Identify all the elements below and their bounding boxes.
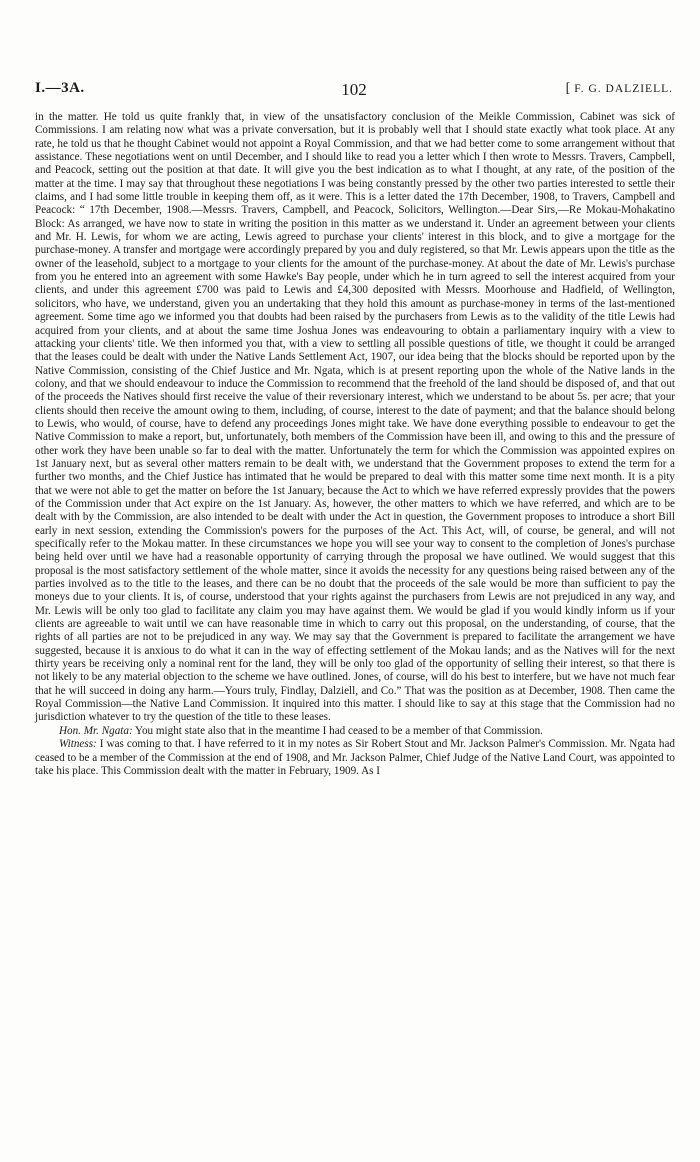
page-header (35, 80, 673, 102)
paragraph-testimony: in the matter. He told us quite frankly that, in view of the unsatisfactory conclusion of the Meikle Commission, Cabinet was sick of Commissions. I am relating now what was a private conversation, but it is probably well that I should state exactly what took place. At any rate, he told us that he thought Cabinet would not appoint a Royal Commission, and that we had better come to some arrangement without that assistance. These negotiations went on until December, and I should like to read you a letter which I then wrote to Messrs. Travers, Campbell, and Peacock, setting out the position at that date. It will give you the best indication as to what I thought, at any rate, of the position of the matter at the time. I may say that throughout these negotiations I was being constantly pressed by the other two parties interested to settle their claims, and I had some little trouble in keeping them off, as it were. This is a letter dated the 17th December, 1908, to Travers, Campbell and Peacock: “ 17th December, 1908.—Messrs. Travers, Campbell, and Peacock, Solicitors, Wellington.—Dear Sirs,—Re Mokau-Mohakatino Block: As arranged, we have now to state in writing the position in this matter as we understand it. Under an agreement between your clients and Mr. H. Lewis, for whom we are acting, Lewis agreed to purchase your clients' interest in this block, and to give a mortgage for the purchase-money. A transfer and mortgage were accordingly prepared by you and duly registered, so that Mr. Lewis appears upon the title as the owner of the leasehold, subject to a mortgage to your clients for the amount of the purchase-money. At about the date of Mr. Lewis's purchase from you he entered into an agreement with some Hawke's Bay people, under which he in turn agreed to sell the interest acquired from your clients, and under this agreement £700 was paid to Lewis and £4,300 deposited with Messrs. Moorhouse and Hadfield, of Wellington, solicitors, who have, we understand, given you an undertaking that they hold this amount as purchase-money in terms of the last-mentioned agreement. Some time ago we informed you that doubts had been raised by the purchasers from Lewis as to the validity of the title Lewis had acquired from your clients, and at about the same time Joshua Jones was endeavouring to obtain a parliamentary inquiry with a view to attacking your clients' title. We then informed you that, with a view to settling all possible questions of title, we thought it could be arranged that the leases could be dealt with under the Native Lands Settlement Act, 1907, our idea being that the blocks should be reported upon by the Native Commission, consisting of the Chief Justice and Mr. Ngata, which is at present reporting upon the whole of the Native lands in the colony, and that we should endeavour to induce the Commission to recommend that the freehold of the land should be disposed of, and that out of the proceeds the Natives should first receive the value of their reversionary interest, which we understand to be about 5s. per acre; that your clients should then receive the amount owing to them, including, of course, interest to the date of payment; and that the balance should belong to Lewis, who would, of course, have to defend any proceedings Jones might take. We have done everything possible to endeavour to get the Native Commission to make a report, but, unfortunately, both members of the Commission have been ill, and owing to this and the pressure of other work they have been unable so far to deal with the matter. Unfortunately the term for which the Commission was appointed expires on 1st January next, but as several other matters remain to be dealt with, we understand that the Government proposes to extend the term for a further two months, and the Chief Justice has intimated that he would be prepared to deal with this matter some time next month. It is a pity that we were not able to get the matter on before the 1st January, because the Act to which we have referred expressly provides that the powers of the Commission under that Act expire on the 1st January. As, however, the other matters to which we have referred, and which are to be dealt with by the Commission, are also intended to be dealt with under the Act in question, the Government proposes to introduce a short Bill early in next session, extending the Commission's powers for the purposes of the Act. This Act, will, of course, be general, and will not specifically refer to the Mokau matter. In these circumstances we hope you will see your way to consent to the completion of Jones's purchase being held over until we have had a reasonable opportunity of carrying through the proposal we have outlined. We would suggest that this proposal is the most satisfactory settlement of the whole matter, since it avoids the necessity for any questions being raised between any of the parties involved as to the title to the leases, and there can be no doubt that the proceeds of the sale would be more than sufficient to pay the moneys due to your clients. It is, of course, understood that your rights against the purchasers from Lewis are not prejudiced in any way, and Mr. Lewis will be only too glad to facilitate any claim you may have against them. We would be glad if you would kindly inform us if your clients are agreeable to wait until we can have reasonable time in which to carry out this proposal, on the understanding, of course, that the rights of all parties are not to be prejudiced in any way. We may say that the Government is prepared to facilitate the arrangement we have suggested, because it is anxious to do what it can in the way of effecting settlement of the Mokau lands; and as the Natives will for the next thirty years be receiving only a nominal rent for the land, they will be only too glad of the opportunity of selling their interest, so that there is not likely to be any material objection to the scheme we have outlined. Jones, of course, will do his best to interfere, but we have not much fear that he will succeed in doing any harm.—Yours truly, Findlay, Dalziell, and Co.” That was the position as at December, 1908. Then came the Royal Commission—the Native Land Commission. It inquired into this matter. I should like to say at this stage that the Commission had no jurisdiction whatever to try the question of the title to these leases. (35, 111, 675, 724)
speaker-label: Hon. Mr. Ngata: (59, 724, 133, 737)
speaker-label: Witness: (59, 738, 97, 751)
witness-name-text: F. G. DALZIELL. (574, 83, 673, 95)
evidence-text (35, 111, 675, 778)
bracket-mark: [ (565, 81, 572, 96)
witness-name (566, 81, 673, 97)
page-number: 102 (341, 80, 367, 99)
paragraph-question (35, 725, 675, 738)
answer-text: I was coming to that. I have referred to it in my notes as Sir Robert Stout and Mr. Jackson Palmer's Commission. Mr. Ngata had ceased to be a member of the Commission at the end of 1908, and Mr. Jackson Palmer, Chief Judge of the Native Land Court, was appointed to take his place. This Commission dealt with the matter in February, 1909. As I (35, 738, 675, 777)
section-reference: I.—3A. (35, 80, 85, 96)
paragraph-answer (35, 738, 675, 778)
question-text: You might state also that in the meantime I had ceased to be a member of that Commission. (132, 724, 543, 737)
